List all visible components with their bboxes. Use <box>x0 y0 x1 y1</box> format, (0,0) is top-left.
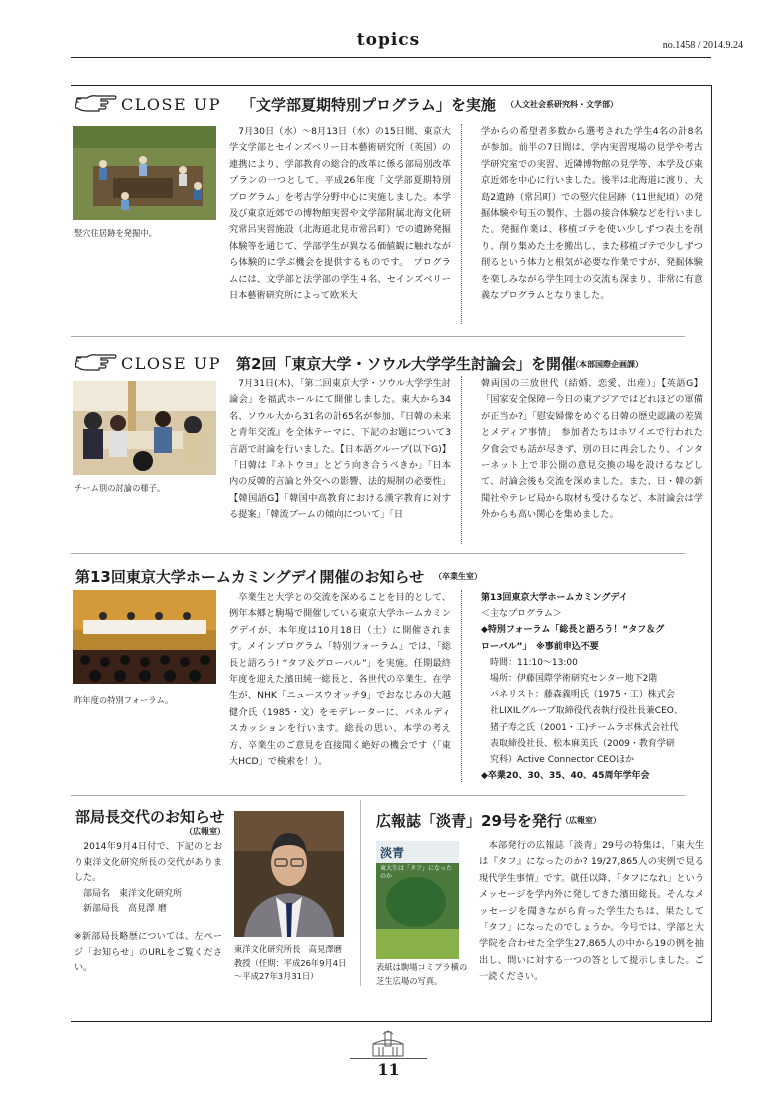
article-dept: （卒業生室） <box>434 572 482 581</box>
pointing-hand-icon <box>75 349 117 371</box>
forum-photo <box>73 590 216 684</box>
article-body-col1: 卒業生と大学との交流を深めることを目的として、例年本郷と駒場で開催している東京大学ホームカミングデイが、本年度は10月18日（土）に開催されます。メインプログラム「特別フォーラム」では、「総長と語ろう! “タフ＆グローバル”」を実施。任期最終年度を迎えた濱田純一総長と、各世代の卒業生、在学生が、NHK「ニュースウオッチ9」でおなじみの大越健介氏（1985・文）をモデレーターに、パネルディスカッションを行います。総長の思い、本学の考え方、卒業生のご意見を直接聞く絶好の機会です（「東大HCD」で検索を！）。 <box>229 592 451 768</box>
article-title: 「文学部夏期特別プログラム」を実施 <box>241 96 496 114</box>
program-detail: 社LIXILグループ取締役代表執行役社長兼CEO、 <box>481 706 683 717</box>
section-divider <box>71 795 685 796</box>
pointing-hand-icon <box>75 90 117 112</box>
article-body-col2: 学からの希望者多数から選考された学生4名の計8名が参加。前半の7日間は、学内実習現場の見学や考古学研究室での実習、近隣博物館の見学等、本学及び東京近郊を中心に行いました。後半は北海道に渡り、大島2遺跡（常呂町）での竪穴住居跡（11世紀頃）の発掘体験や匂玉の製作、土器の接合体験などを行いました。発掘作業は、移植ゴテを使い少しずつ表土を削り、削り集めた土を搬出し、また移植ゴテで少しずつ削るという体力と根気が必要な作業ですが、発掘体験を楽しみながら学生同士の交流も深まり、非常に有意義なプログラムとなりました。 <box>481 126 703 302</box>
column-divider <box>461 124 462 324</box>
cover-title: 淡青 <box>380 846 405 860</box>
article-title: 第13回東京大学ホームカミングデイ開催のお知らせ <box>75 568 425 586</box>
closeup-label: CLOSE UP <box>121 95 221 114</box>
program-detail: パネリスト：藤森義明氏（1975・工）株式会 <box>481 690 675 701</box>
section-divider <box>71 336 685 337</box>
notice-new-head: 新部局長 高見澤 磨 <box>74 904 167 915</box>
notice-paragraph: 2014年9月4日付で、下記のとおり東洋文化研究所長の交代がありました。 <box>74 842 222 884</box>
section-divider <box>71 553 685 554</box>
article-dept: （人文社会系研究科・文学部） <box>506 100 618 109</box>
issue-info: no.1458 / 2014.9.24 <box>662 40 743 51</box>
notice-note: ※新部局長略歴については、左ページ「お知らせ」のURLをご覧ください。 <box>74 931 222 974</box>
program-box <box>481 590 706 784</box>
column-divider <box>461 376 462 544</box>
program-item: ◆卒業20、30、35、40、45周年学年会 <box>481 771 650 782</box>
header-rule <box>71 57 711 58</box>
frame-bottom <box>71 1021 711 1022</box>
photo-caption: 昨年度の特別フォーラム。 <box>74 695 174 705</box>
program-detail: 時間：11:10～13:00 <box>481 657 578 668</box>
notice-dept: 部局名 東洋文化研究所 <box>74 888 183 899</box>
frame-right <box>711 85 712 1022</box>
section-title: topics <box>356 30 421 50</box>
article-body: 本部発行の広報誌「淡青」29号の特集は、「東大生は『タフ』になったのか? 19/27,865人の実例で見る現代学生事情」です。就任以降、「タフになれ」というメッセージを学内外に発してきた濱田総長。そんなメッセージを聞きながら育った学生たちは、果たして「タフ」になったのでしょうか。今号では、学部と大学院を合わせた全学生27,865人の中から19の例を抽出し、問いに対する一つの答として提示しました。ご一読ください。 <box>479 840 704 983</box>
column-divider <box>360 800 361 986</box>
footer-rule <box>350 1058 427 1059</box>
article-body-col1: 7月31日(木)、「第二回東京大学・ソウル大学学生討論会」を福武ホールにて開催しました。東大から34名、ソウル大から31名の計65名が参加、『日韓の未来と青年交流』を全体テーマに、下記のお題について3言語で討論を行いました。【日本語グループ(以下G)】「日韓は『ネトウヨ』とどう向き合うべきか」「日本内の反韓的言論と外交への影響、法的規制の必要性」【韓国語G】「韓国中高教育における漢字教育に対する提案」「韓流ブームの傾向について」「日 <box>229 378 451 521</box>
column-divider <box>461 590 462 782</box>
magazine-cover <box>376 841 459 959</box>
program-subheading: ＜主なプログラム＞ <box>481 609 562 620</box>
article-title: 広報誌「淡青」29号を発行 <box>376 812 562 830</box>
notice-body <box>74 840 222 977</box>
article-title: 第2回「東京大学・ソウル大学学生討論会」を開催 <box>236 355 576 373</box>
program-detail: 表取締役社長、松本麻美氏（2009・教育学研 <box>481 738 675 749</box>
page-number: 11 <box>377 1060 400 1079</box>
program-heading: 第13回東京大学ホームカミングデイ <box>481 593 628 603</box>
article-dept: （本部国際企画課） <box>571 360 643 369</box>
article-body-col2: 韓両国の三放世代（結婚、恋愛、出産）」【英語G】「国家安全保障ー今日の東アジアではどれほどの軍備が正当か?」「慰安婦像をめぐる日韓の歴史認識の差異とメディア事情」 参加者たちはホワイエで行われた夕食会でも話が尽きず、別の日に再会したり、インターネット上で非公開の意見交換の場を設けるなどして、討論会後も交流を深めました。また、日・韓の新聞社やテレビ局から取材も受けるなど、本討論会は学外からも高い関心を集めました。 <box>481 378 703 521</box>
yasuda-auditorium-icon <box>370 1030 406 1058</box>
photo-caption: 竪穴住居跡を発掘中。 <box>74 228 157 238</box>
discussion-photo <box>73 381 216 475</box>
article-title: 部局長交代のお知らせ <box>75 808 225 826</box>
portrait-caption: 東洋文化研究所長 高見澤磨教授（任期：平成26年9月4日～平成27年3月31日） <box>234 944 347 981</box>
program-item: ローバル”」 ※事前申込不要 <box>481 641 599 652</box>
portrait-photo <box>234 811 344 937</box>
excavation-photo <box>73 126 216 220</box>
program-detail: 場所：伊藤国際学術研究センター地下2階 <box>481 674 658 685</box>
cover-caption: 表紙は駒場コミプラ横の芝生広場の写真。 <box>376 962 468 986</box>
closeup-label: CLOSE UP <box>121 354 221 373</box>
program-detail: 猪子寿之氏（2001・工)チームラボ株式会社代 <box>481 722 679 733</box>
cover-subtitle: 東大生は「タフ」になったのか <box>380 865 453 880</box>
photo-caption: チーム別の討論の様子。 <box>74 483 166 493</box>
program-item: ◆特別フォーラム「総長と語ろう！“タフ＆グ <box>481 625 665 636</box>
article-body-col1: 7月30日（水）～8月13日（水）の15日間、東京大学文学部とセインズベリー日本藝術研究所（英国）の連携により、学部教育の総合的改革に係る部局別改革プランの一つとして、平成26年度「文学部夏期特別プログラム」を考古学分野中心に実施しました。本学及び東京近郊での博物館実習や文学部附属北海文化研究常呂実習施設（北海道北見市常呂町）での遺跡発掘体験等を通じて、学部学生が異なる価値観に触れながら体験的に学ぶ機会を提供するものです。 プログラムには、文学部と法学部の学生４名、セインズベリー日本藝術研究所によって欧米大 <box>229 126 451 302</box>
article-dept: （広報室） <box>185 827 225 836</box>
program-detail: 究科）Active Connector CEOほか <box>481 755 635 766</box>
article-dept: （広報室） <box>561 816 601 825</box>
frame-top <box>71 85 711 86</box>
